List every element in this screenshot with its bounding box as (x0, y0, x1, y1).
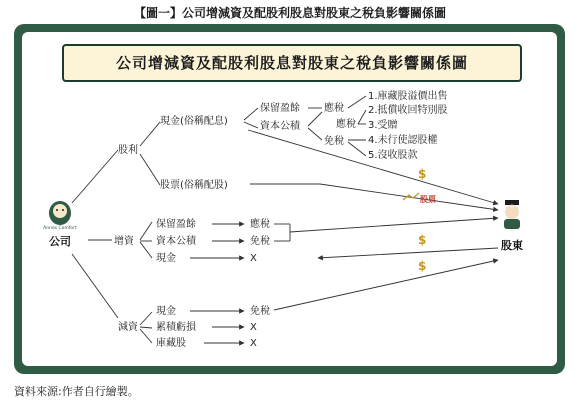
source-note: 資料來源:作者自行繪製。 (14, 385, 139, 398)
exempt-item: 2.抵償收回特別股 (368, 105, 448, 116)
banner-title: 公司增減資及配股利股息對股東之稅負影響關係圖 (62, 44, 522, 82)
company-logo-text: Annes Comfort (43, 226, 77, 231)
connector-dividend-stock (140, 154, 160, 185)
connector-cash-retained (244, 108, 258, 120)
increase-exempt-label: 免稅 (250, 236, 270, 247)
increase-taxable-label: 應稅 (250, 219, 270, 230)
connector-decrease-deficit (140, 327, 152, 328)
increase-none-label: X (250, 253, 257, 264)
stock-tag (403, 193, 436, 204)
shareholder-icon (504, 200, 520, 229)
company-icon (43, 201, 77, 231)
branch-increase: 增資 (114, 236, 134, 247)
exempt-item: 3.受贈 (368, 120, 398, 131)
arrow-decrease-to-shareholder (274, 260, 498, 310)
connector-decrease-treasury (140, 329, 152, 343)
dividend-retained-label: 保留盈餘 (260, 103, 300, 114)
exempt-item: 1.庫藏股溢價出售 (368, 91, 448, 102)
svg-text:股票: 股票 (420, 195, 436, 204)
exempt-item: 5.沒收股款 (368, 150, 418, 161)
dollar-icon-1: $ (418, 167, 427, 181)
decrease-none-label: X (250, 322, 257, 333)
decrease-treasury-label: 庫藏股 (156, 338, 186, 349)
connector-decrease-cash (140, 312, 152, 325)
dollar-icon-2: $ (418, 233, 427, 247)
dividend-taxable-label: 應稅 (324, 103, 344, 114)
connector-exempt-item-5 (348, 142, 366, 156)
connector-increase-retained (140, 222, 152, 240)
connector-increase-cash (140, 242, 152, 258)
shareholder-hat-text: 山 (509, 204, 515, 210)
arrow-shareholder-to-company (318, 248, 498, 258)
dividend-exempt-label: 免稅 (324, 136, 344, 147)
dividend-capital-reserve-label: 資本公積 (260, 121, 300, 132)
decrease-exempt-label: 免稅 (250, 306, 270, 317)
connector-capital-exempt (308, 128, 322, 140)
company-label: 公司 (49, 235, 71, 248)
connector-capital-taxable (308, 112, 322, 126)
connector-dividend-cash (140, 122, 160, 146)
dividend-cash-label: 現金(俗稱配息) (160, 116, 228, 127)
exempt-item: 4.未行使認股權 (368, 135, 438, 146)
connector-company-dividend (72, 150, 118, 203)
branch-decrease: 減資 (118, 322, 138, 333)
increase-capital-reserve-label: 資本公積 (156, 236, 196, 247)
dividend-taxable2-label: 應稅 (336, 119, 356, 130)
connector-exempt-item-2 (358, 110, 366, 124)
connector-cash-capital (244, 122, 258, 128)
decrease-deficit-label: 累積虧損 (156, 322, 196, 333)
dollar-icon-3: $ (418, 259, 427, 273)
shareholder-label: 股東 (501, 239, 523, 252)
figure-caption: 【圖一】公司增減資及配股利股息對股東之稅負影響關係圖 (133, 6, 446, 20)
dividend-stock-label: 股票(俗稱配股) (160, 180, 228, 191)
connector-company-decrease (72, 254, 118, 318)
increase-cash-label: 現金 (156, 253, 176, 264)
arrow-stock-dividend-to-shareholder (250, 184, 498, 210)
increase-retained-label: 保留盈餘 (156, 219, 196, 230)
branch-dividend: 股利 (118, 145, 138, 156)
decrease-none-label: X (250, 338, 257, 349)
connector-exempt-item-1 (348, 96, 366, 108)
decrease-cash-label: 現金 (156, 306, 176, 317)
arrow-increase-to-shareholder (290, 218, 498, 232)
